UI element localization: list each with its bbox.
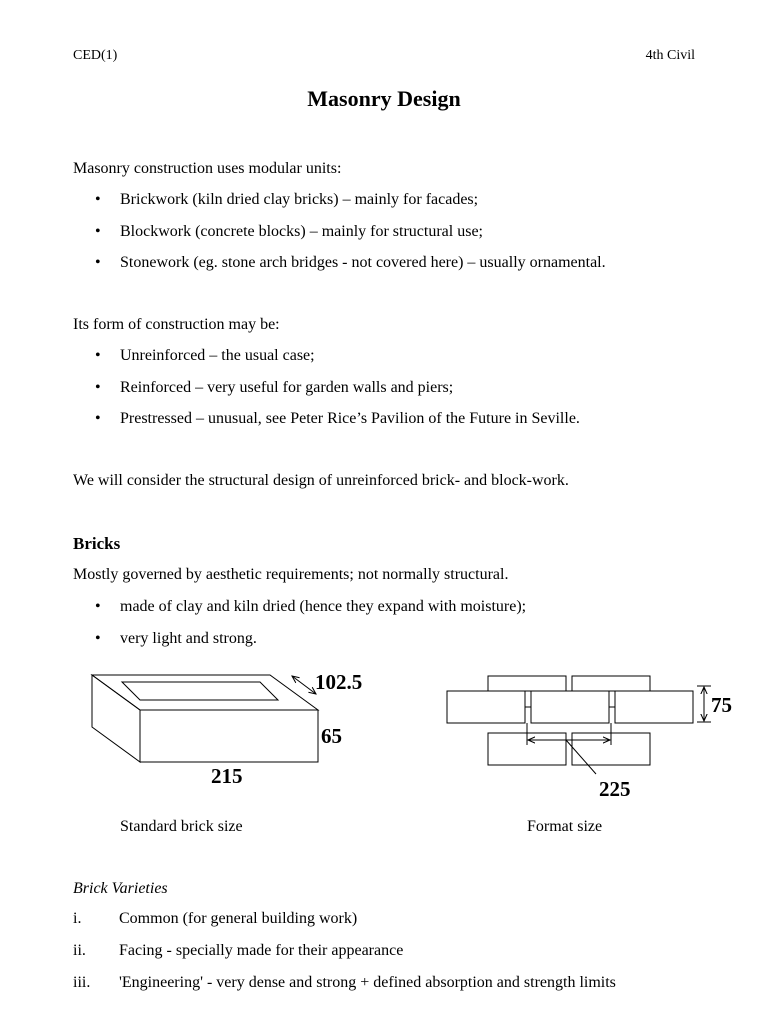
form-intro-text: Its form of construction may be: xyxy=(73,316,280,333)
brick-height-label: 65 xyxy=(321,724,342,748)
varieties-heading: Brick Varieties xyxy=(73,880,168,897)
list-item: iii. 'Engineering' - very dense and strong + defined absorption and strength limits xyxy=(73,974,616,991)
format-length-leader xyxy=(566,740,596,774)
bullet-icon: • xyxy=(95,410,101,427)
list-item: i. Common (for general building work) xyxy=(73,910,358,927)
header-left: CED(1) xyxy=(73,48,118,63)
list-item: • very light and strong. xyxy=(95,630,257,647)
bricks-desc: Mostly governed by aesthetic requirements; not normally structural. xyxy=(73,566,509,583)
bricks-heading: Bricks xyxy=(73,534,121,553)
brick-width-label: 102.5 xyxy=(315,670,363,694)
format-height-label: 75 xyxy=(711,693,732,717)
bullet-icon: • xyxy=(95,347,101,364)
bullet-icon: • xyxy=(95,254,101,271)
brick-width-arrow xyxy=(292,676,316,694)
format-brick-drawing xyxy=(447,676,693,765)
list-item: • Brickwork (kiln dried clay bricks) – mainly for facades; xyxy=(95,191,479,208)
list-item: • Stonework (eg. stone arch bridges - not covered here) – usually ornamental. xyxy=(95,254,606,271)
format-length-label: 225 xyxy=(599,777,631,801)
standard-brick-drawing xyxy=(92,675,318,762)
list-item: • Blockwork (concrete blocks) – mainly for structural use; xyxy=(95,223,483,240)
page-title: Masonry Design xyxy=(307,86,461,111)
list-item: • made of clay and kiln dried (hence they expand with moisture); xyxy=(95,598,527,615)
brick-caption: Standard brick size xyxy=(120,818,243,835)
consider-text: We will consider the structural design of unreinforced brick- and block-work. xyxy=(73,472,569,489)
intro-text: Masonry construction uses modular units: xyxy=(73,160,342,177)
list-item: • Unreinforced – the usual case; xyxy=(95,347,315,364)
header-right: 4th Civil xyxy=(645,48,695,63)
list-item: ii. Facing - specially made for their appearance xyxy=(73,942,404,959)
bullet-icon: • xyxy=(95,598,101,615)
bullet-icon: • xyxy=(95,379,101,396)
bullet-icon: • xyxy=(95,191,101,208)
format-caption: Format size xyxy=(527,818,603,835)
bullet-icon: • xyxy=(95,223,101,240)
list-item: • Prestressed – unusual, see Peter Rice’s Pavilion of the Future in Seville. xyxy=(95,410,580,427)
bullet-icon: • xyxy=(95,630,101,647)
brick-length-label: 215 xyxy=(211,764,243,788)
list-item: • Reinforced – very useful for garden walls and piers; xyxy=(95,379,454,396)
